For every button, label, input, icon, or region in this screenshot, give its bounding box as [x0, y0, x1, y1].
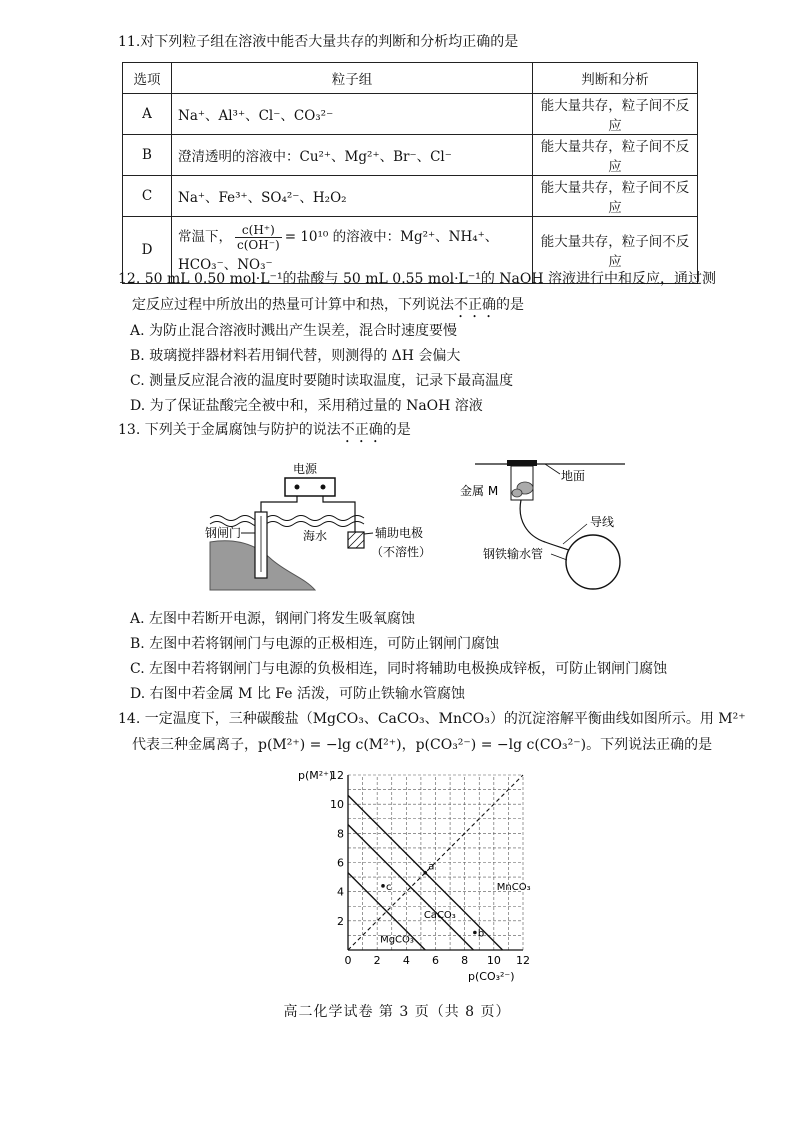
- page-footer: 高二化学试卷 第 3 页（共 8 页）: [283, 1004, 511, 1020]
- data-point: [381, 884, 385, 888]
- row-judge: 能大量共存，粒子间不反应: [533, 217, 698, 284]
- q13-option-a: A. 左图中若断开电源，钢闸门将发生吸氧腐蚀: [130, 611, 416, 627]
- q13-option-c: C. 左图中若将钢闸门与电源的负极相连，同时将辅助电极换成锌板，可防止钢闸门腐蚀: [130, 661, 668, 677]
- y-tick-label: 4: [337, 885, 344, 899]
- aux-note-label: （不溶性）: [371, 545, 432, 559]
- water-surface-icon: [210, 516, 364, 521]
- q12-stem-line1: 12. 50 mL 0.50 mol·L⁻¹的盐酸与 50 mL 0.55 mol·L⁻¹的 NaOH 溶液进行中和反应，通过测: [118, 271, 717, 287]
- x-tick-label: 2: [373, 954, 381, 967]
- leader-line-icon: [545, 464, 560, 474]
- data-point: [423, 871, 427, 875]
- q14-stem-line2: 代表三种金属离子，p(M²⁺) = −lg c(M²⁺)，p(CO₃²⁻) = −lg c(CO₃²⁻)。下列说法正确的是: [132, 737, 713, 753]
- x-axis-label: p(CO₃²⁻): [468, 970, 515, 983]
- q12-option-d: D. 为了保证盐酸完全被中和，采用稍过量的 NaOH 溶液: [130, 398, 483, 414]
- x-tick-label: 12: [516, 954, 530, 967]
- point-label: c: [386, 881, 392, 893]
- wire-right-icon: [323, 496, 355, 532]
- ions-suffix: = 10¹⁰ 的溶液中：Mg²⁺、NH₄⁺、: [284, 228, 499, 245]
- ground-label: 地面: [561, 469, 586, 483]
- header-option: 选项: [123, 63, 172, 94]
- pipe-label: 钢铁输水管: [483, 547, 544, 561]
- row-ions: 澄清透明的溶液中：Cu²⁺、Mg²⁺、Br⁻、Cl⁻: [172, 135, 533, 176]
- y-axis-label: p(M²⁺): [298, 769, 334, 782]
- q12-stem-emphasis: 不正确: [454, 297, 496, 313]
- series-label: MgCO₃: [380, 934, 414, 946]
- data-point: [473, 931, 477, 935]
- header-judge: 判断和分析: [533, 63, 698, 94]
- row-option: A: [123, 94, 172, 135]
- metal-m-icon: [512, 489, 522, 497]
- metal-m-label: 金属 M: [460, 484, 499, 498]
- point-label: a: [428, 861, 435, 873]
- q13-option-d: D. 右图中若金属 M 比 Fe 活泼，可防止铁输水管腐蚀: [130, 686, 465, 702]
- chart-labels: [298, 769, 531, 983]
- table-row: [123, 94, 698, 135]
- y-tick-label: 10: [330, 798, 344, 812]
- fraction-numerator: c(H⁺): [235, 223, 282, 238]
- row-judge: 能大量共存，粒子间不反应: [533, 94, 698, 135]
- power-terminal-icon: [321, 485, 326, 490]
- y-tick-label: 2: [337, 914, 344, 928]
- q13-option-b: B. 左图中若将钢闸门与电源的正极相连，可防止钢闸门腐蚀: [130, 636, 500, 652]
- power-terminal-icon: [295, 485, 300, 490]
- sacrificial-anode-diagram: [455, 458, 640, 593]
- y-tick-label: 6: [337, 856, 344, 870]
- q12-option-a: A. 为防止混合溶液时溅出产生误差，混合时速度要慢: [130, 323, 458, 339]
- x-tick-label: 10: [486, 954, 501, 967]
- x-tick-label: 4: [402, 954, 410, 967]
- x-tick-label: 6: [432, 954, 439, 967]
- q14-stem-line1: 14. 一定温度下，三种碳酸盐（MgCO₃、CaCO₃、MnCO₃）的沉淀溶解平衡曲线如图所示。用 M²⁺: [118, 711, 746, 727]
- table-header-row: [123, 63, 698, 94]
- solubility-chart: [290, 760, 530, 990]
- aux-label: 辅助电极: [375, 526, 424, 540]
- row-option: C: [123, 176, 172, 217]
- fraction: [235, 223, 282, 252]
- ions-line2: HCO₃⁻、NO₃⁻: [178, 256, 273, 273]
- table-row: [123, 135, 698, 176]
- point-label: b: [477, 928, 485, 940]
- series-label: CaCO₃: [423, 909, 456, 921]
- y-tick-label: 8: [337, 827, 344, 841]
- q12-stem-post: 的是: [496, 297, 524, 313]
- ions-prefix: 常温下，: [178, 228, 232, 245]
- table-row: [123, 176, 698, 217]
- row-ions: Na⁺、Al³⁺、Cl⁻、CO₃²⁻: [172, 94, 533, 135]
- q13-stem-emphasis: 不正确: [340, 422, 383, 438]
- q12-stem-pre: 定反应过程中所放出的热量可计算中和热，下列说法: [132, 297, 454, 313]
- row-option: B: [123, 135, 172, 176]
- fraction-denominator: c(OH⁻): [237, 237, 280, 252]
- q12-stem-line2: [132, 295, 524, 321]
- q13-stem-post: 的是: [382, 422, 411, 438]
- wire-label: 导线: [590, 515, 615, 529]
- q11-stem: 11.对下列粒子组在溶液中能否大量共存的判断和分析均正确的是: [118, 34, 519, 50]
- header-ions: 粒子组: [172, 63, 533, 94]
- steel-pipe-icon: [566, 535, 620, 589]
- x-tick-label: 0: [344, 954, 352, 967]
- row-judge: 能大量共存，粒子间不反应: [533, 176, 698, 217]
- y-tick-label: 12: [330, 769, 344, 782]
- q12-option-b: B. 玻璃搅拌器材料若用铜代替，则测得的 ΔH 会偏大: [130, 348, 461, 364]
- row-option: D: [123, 217, 172, 284]
- q12-option-c: C. 测量反应混合液的温度时要随时读取温度，记录下最高温度: [130, 373, 514, 389]
- q11-table: [122, 62, 698, 284]
- leader-line-icon: [551, 554, 567, 560]
- series-label: MnCO₃: [496, 882, 531, 894]
- power-label: 电源: [293, 462, 318, 476]
- gate-label: 钢闸门: [205, 526, 242, 540]
- ground-cap-icon: [507, 460, 537, 466]
- sea-label: 海水: [303, 529, 328, 543]
- row-ions: Na⁺、Fe³⁺、SO₄²⁻、H₂O₂: [172, 176, 533, 217]
- row-judge: 能大量共存，粒子间不反应: [533, 135, 698, 176]
- wire-left-icon: [261, 496, 297, 512]
- x-tick-label: 8: [461, 954, 469, 967]
- leader-line-icon: [364, 533, 373, 534]
- q13-stem: [118, 420, 411, 446]
- q13-stem-pre: 13. 下列关于金属腐蚀与防护的说法: [118, 422, 341, 438]
- cathodic-protection-diagram: [205, 460, 432, 595]
- power-supply-icon: [285, 478, 335, 496]
